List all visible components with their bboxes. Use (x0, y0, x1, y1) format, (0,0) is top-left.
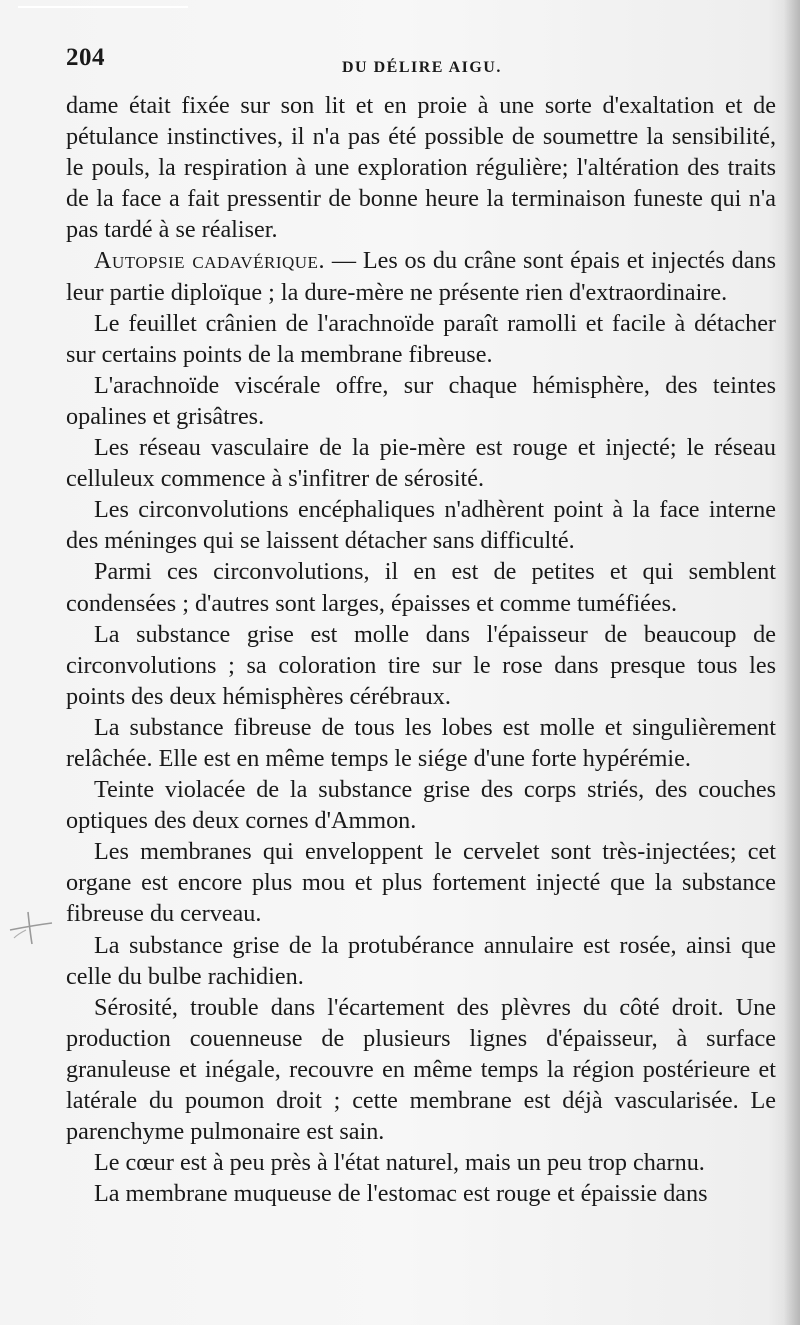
paragraph: Le cœur est à peu près à l'état naturel, mais un peu trop charnu. (94, 1149, 705, 1177)
paragraph: La membrane muqueuse de l'estomac est rouge et épaissie dans (94, 1180, 708, 1208)
paragraph: La substance fibreuse de tous les lobes est molle et singulièrement relâchée. Elle est en même temps le siége d'une forte hypérémie. (66, 713, 776, 772)
page-number: 204 (66, 44, 105, 71)
paragraph: Teinte violacée de la substance grise des corps striés, des couches optiques des deux cornes d'Ammon. (66, 776, 776, 835)
page-header (66, 44, 778, 78)
paragraph: La substance grise de la protubérance annulaire est rosée, ainsi que celle du bulbe rachidien. (66, 931, 776, 990)
paragraph: Parmi ces circonvolutions, il en est de petites et qui semblent condensées ; d'autres sont larges, épaisses et comme tuméfiées. (66, 558, 776, 617)
handwritten-cross-mark (6, 908, 54, 946)
paragraph: Le feuillet crânien de l'arachnoïde paraît ramolli et facile à détacher sur certains points de la membrane fibreuse. (66, 309, 776, 368)
page-edge-shadow (784, 0, 800, 1325)
section-label: Autopsie cadavérique. (94, 247, 325, 275)
paragraph: L'arachnoïde viscérale offre, sur chaque hémisphère, des teintes opalines et grisâtres. (66, 371, 776, 430)
paragraph: Les membranes qui enveloppent le cervelet sont très-injectées; cet organe est encore plus mou et plus fortement injecté que la substance fibreuse du cerveau. (66, 838, 776, 928)
paragraph: Les réseau vasculaire de la pie-mère est rouge et injecté; le réseau celluleux commence à s'infitrer de sérosité. (66, 434, 776, 493)
running-title: DU DÉLIRE AIGU. (342, 59, 502, 76)
paragraph: La substance grise est molle dans l'épaisseur de beaucoup de circonvolutions ; sa coloration tire sur le rose dans presque tous les points des deux hémisphères cérébraux. (66, 620, 776, 710)
paragraph: dame était fixée sur son lit et en proie à une sorte d'exaltation et de pétulance instinctives, il n'a pas été possible de soumettre la sensibilité, le pouls, la respiration à une exploration régulière; l'altération des traits de la face a fait pressentir de bonne heure la terminaison funeste qui n'a pas tardé à se réaliser. (66, 92, 776, 244)
paragraph-text: — Les os du crâne sont épais et injectés dans leur partie diploïque ; la dure-mère ne présente rien d'extraordinaire. (66, 247, 776, 306)
paragraph: Les circonvolutions encéphaliques n'adhèrent point à la face interne des méninges qui se laissent détacher sans difficulté. (66, 496, 776, 555)
paragraph-autopsy (66, 245, 776, 307)
paragraph: Sérosité, trouble dans l'écartement des plèvres du côté droit. Une production couenneuse de plusieurs lignes d'épaisseur, à surface granuleuse et inégale, recouvre en même temps la région postérieure et latérale du poumon droit ; cette membrane est déjà vascularisée. Le parenchyme pulmonaire est sain. (66, 993, 776, 1146)
body-text (66, 90, 776, 1209)
top-rule (18, 6, 188, 8)
